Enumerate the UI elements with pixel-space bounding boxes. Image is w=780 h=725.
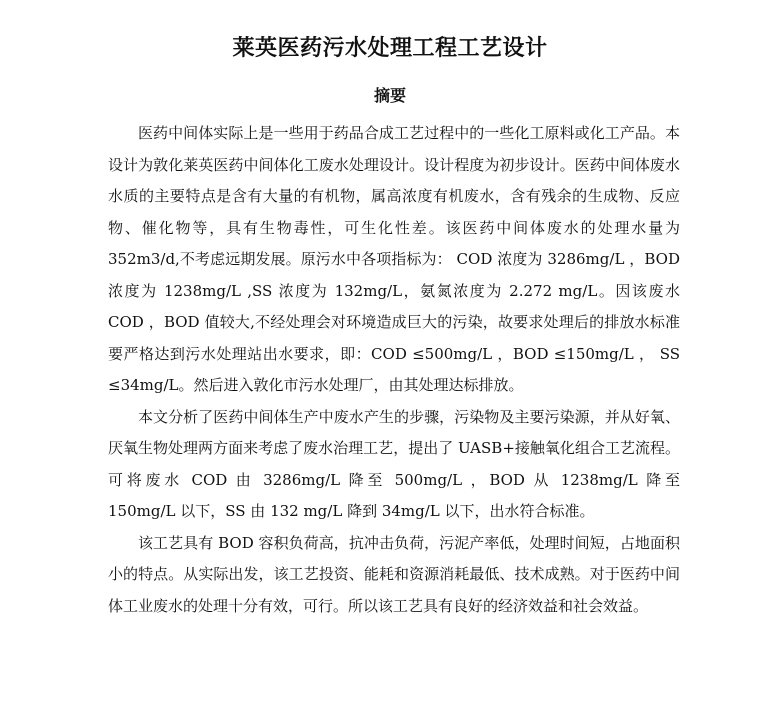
abstract-body (108, 118, 680, 622)
abstract-paragraph: 医药中间体实际上是一些用于药品合成工艺过程中的一些化工原料或化工产品。本设计为敦化莱英医药中间体化工废水处理设计。设计程度为初步设计。医药中间体废水水质的主要特点是含有大量的有机物，属高浓度有机废水，含有残余的生成物、反应物、催化物等，具有生物毒性，可生化性差。该医药中间体废水的处理水量为 352m3/d,不考虑远期发展。原污水中各项指标为： COD 浓度为 3286mg/L ，BOD 浓度为 1238mg/L ,SS 浓度为 132mg/L，氨氮浓度为 2.272 mg/L。因该废水 COD ，BOD 值较大,不经处理会对环境造成巨大的污染，故要求处理后的排放水标准要严格达到污水处理站出水要求，即：COD ≤500mg/L ，BOD ≤150mg/L ， SS ≤34mg/L。然后进入敦化市污水处理厂，由其处理达标排放。 (108, 124, 680, 394)
document-title: 莱英医药污水处理工程工艺设计 (232, 36, 548, 61)
abstract-heading: 摘要 (373, 86, 406, 105)
abstract-paragraph: 该工艺具有 BOD 容积负荷高，抗冲击负荷，污泥产率低，处理时间短，占地面积小的特点。从实际出发，该工艺投资、能耗和资源消耗最低、技术成熟。对于医药中间体工业废水的处理十分有效，可行。所以该工艺具有良好的经济效益和社会效益。 (108, 533, 680, 615)
abstract-paragraph: 本文分析了医药中间体生产中废水产生的步骤，污染物及主要污染源，并从好氧、厌氧生物处理两方面来考虑了废水治理工艺，提出了 UASB+接触氧化组合工艺流程。可将废水 COD 由 3286mg/L 降至 500mg/L ，BOD 从 1238mg/L 降至 150mg/L 以下，SS 由 132 mg/L 降到 34mg/L 以下，出水符合标准。 (108, 407, 680, 520)
